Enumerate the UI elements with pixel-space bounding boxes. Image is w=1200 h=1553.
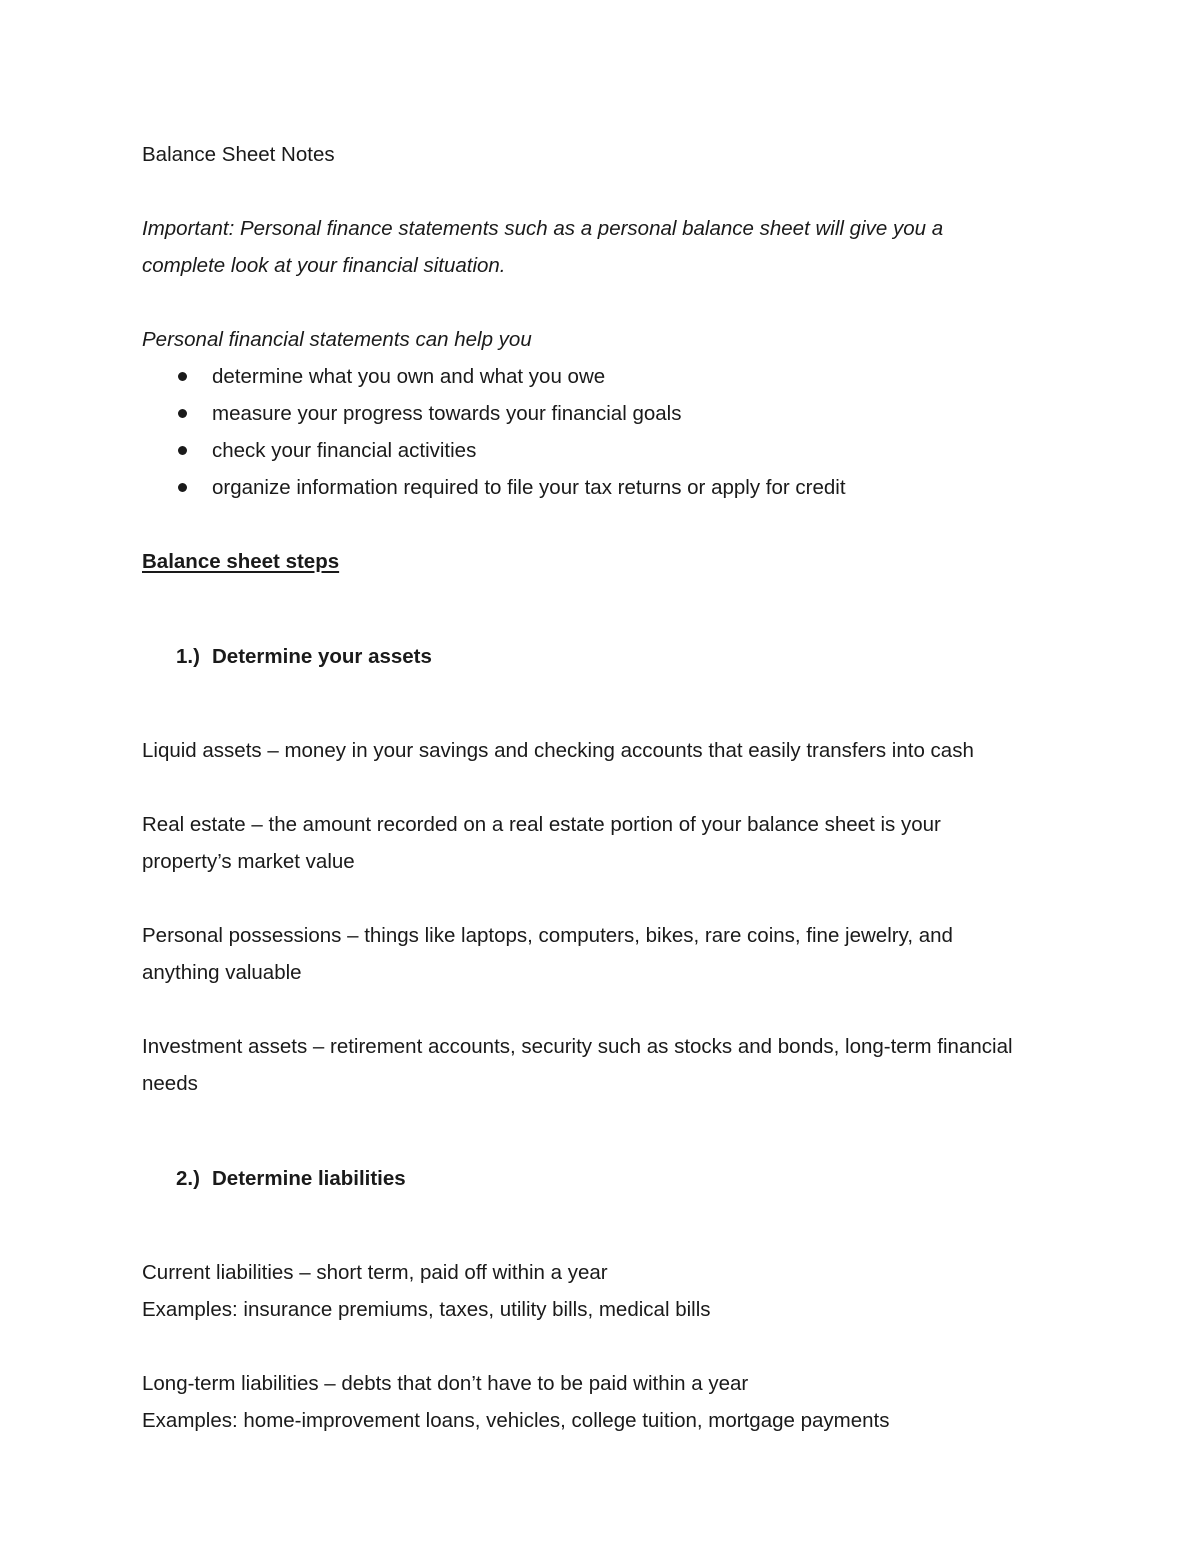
document-body bbox=[142, 136, 1072, 1439]
bullet-icon bbox=[178, 446, 187, 455]
investment-assets-text-line-2: needs bbox=[142, 1072, 198, 1095]
step-2-number: 2.) bbox=[176, 1166, 200, 1190]
benefits-list bbox=[142, 358, 1072, 506]
liquid-assets-text: Liquid assets – money in your savings and checking accounts that easily transfers into cash bbox=[142, 739, 974, 762]
list-item bbox=[142, 469, 1072, 506]
real-estate-text-line-2: property’s market value bbox=[142, 850, 355, 873]
current-liabilities-examples: Examples: insurance premiums, taxes, utility bills, medical bills bbox=[142, 1298, 711, 1321]
long-term-liabilities-examples: Examples: home-improvement loans, vehicles, college tuition, mortgage payments bbox=[142, 1409, 890, 1432]
long-term-liabilities-text: Long-term liabilities – debts that don’t have to be paid within a year bbox=[142, 1372, 749, 1395]
list-item-text: measure your progress towards your financial goals bbox=[212, 402, 682, 425]
list-item-text: check your financial activities bbox=[212, 439, 477, 462]
bullet-icon bbox=[178, 409, 187, 418]
important-note-line-1: Important: Personal finance statements such as a personal balance sheet will give you a bbox=[142, 217, 944, 240]
step-1-number: 1.) bbox=[176, 644, 200, 668]
step-2-heading bbox=[142, 1160, 1072, 1197]
document-title: Balance Sheet Notes bbox=[142, 143, 335, 166]
help-intro: Personal financial statements can help you bbox=[142, 328, 532, 351]
steps-heading: Balance sheet steps bbox=[142, 550, 340, 573]
list-item bbox=[142, 358, 1072, 395]
personal-possessions-text-line-2: anything valuable bbox=[142, 961, 302, 984]
list-item bbox=[142, 432, 1072, 469]
step-1-label: Determine your assets bbox=[212, 644, 432, 668]
step-1-heading bbox=[142, 638, 1072, 675]
bullet-icon bbox=[178, 372, 187, 381]
step-2-label: Determine liabilities bbox=[212, 1166, 406, 1190]
bullet-icon bbox=[178, 483, 187, 492]
investment-assets-text-line-1: Investment assets – retirement accounts, security such as stocks and bonds, long-term financial bbox=[142, 1035, 1013, 1058]
important-note-line-2: complete look at your financial situation. bbox=[142, 254, 506, 277]
list-item-text: determine what you own and what you owe bbox=[212, 365, 606, 388]
list-item-text: organize information required to file your tax returns or apply for credit bbox=[212, 476, 846, 499]
personal-possessions-text-line-1: Personal possessions – things like laptops, computers, bikes, rare coins, fine jewelry, and bbox=[142, 924, 953, 947]
current-liabilities-text: Current liabilities – short term, paid off within a year bbox=[142, 1261, 608, 1284]
list-item bbox=[142, 395, 1072, 432]
real-estate-text-line-1: Real estate – the amount recorded on a real estate portion of your balance sheet is your bbox=[142, 813, 941, 836]
